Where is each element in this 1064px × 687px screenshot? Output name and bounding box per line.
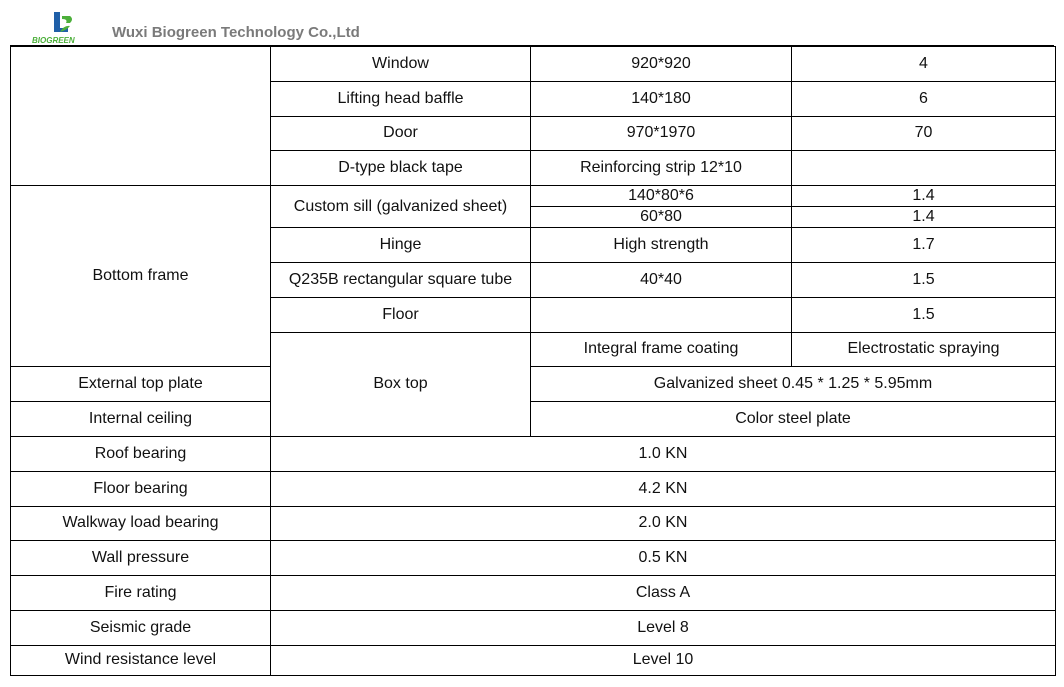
item-cell: Floor xyxy=(271,297,531,332)
rating-value: 4.2 KN xyxy=(271,471,1056,506)
box-top-label: Box top xyxy=(271,332,531,436)
table-row xyxy=(11,610,1056,645)
spec-cell: 60*80 xyxy=(531,207,792,228)
rating-label: Seismic grade xyxy=(11,610,271,645)
value-cell: Color steel plate xyxy=(531,402,1056,437)
table-row xyxy=(11,645,1056,675)
logo-text: BIOGREEN xyxy=(32,36,75,45)
item-cell: External top plate xyxy=(11,367,271,402)
rating-value: 0.5 KN xyxy=(271,541,1056,576)
bottom-frame-label: Bottom frame xyxy=(11,186,271,367)
value-cell: Electrostatic spraying xyxy=(792,332,1056,367)
item-cell: Lifting head baffle xyxy=(271,81,531,116)
value-cell: 1.7 xyxy=(792,228,1056,263)
value-cell xyxy=(792,151,1056,186)
rating-value: Level 10 xyxy=(271,645,1056,675)
rating-label: Wind resistance level xyxy=(11,645,271,675)
value-cell: 1.5 xyxy=(792,297,1056,332)
value-cell: Galvanized sheet 0.45 * 1.25 * 5.95mm xyxy=(531,367,1056,402)
table-row xyxy=(11,367,1056,402)
spec-cell: High strength xyxy=(531,228,792,263)
spec-cell xyxy=(531,297,792,332)
table-row xyxy=(11,402,1056,437)
company-name: Wuxi Biogreen Technology Co.,Ltd xyxy=(112,24,360,41)
spec-cell: 140*80*6 xyxy=(531,186,792,207)
item-cell: Hinge xyxy=(271,228,531,263)
item-cell: Q235B rectangular square tube xyxy=(271,262,531,297)
spec-cell: Reinforcing strip 12*10 xyxy=(531,151,792,186)
value-cell: 70 xyxy=(792,116,1056,151)
biogreen-logo xyxy=(30,10,94,46)
value-cell: 1.4 xyxy=(792,186,1056,207)
spec-cell: 920*920 xyxy=(531,47,792,82)
value-cell: 1.5 xyxy=(792,262,1056,297)
rating-value: Class A xyxy=(271,576,1056,611)
item-cell: D-type black tape xyxy=(271,151,531,186)
rating-value: Level 8 xyxy=(271,610,1056,645)
rating-label: Roof bearing xyxy=(11,436,271,471)
item-cell: Integral frame coating xyxy=(531,332,792,367)
spec-cell: 40*40 xyxy=(531,262,792,297)
page-header xyxy=(0,0,1064,46)
rating-label: Wall pressure xyxy=(11,541,271,576)
table-row xyxy=(11,576,1056,611)
table-row xyxy=(11,436,1056,471)
item-cell: Window xyxy=(271,47,531,82)
item-cell: Custom sill (galvanized sheet) xyxy=(271,186,531,228)
value-cell: 4 xyxy=(792,47,1056,82)
specification-table xyxy=(10,46,1056,676)
table-row xyxy=(11,47,1056,82)
rating-value: 1.0 KN xyxy=(271,436,1056,471)
table-row xyxy=(11,541,1056,576)
rating-label: Walkway load bearing xyxy=(11,506,271,541)
item-cell: Internal ceiling xyxy=(11,402,271,437)
rating-label: Floor bearing xyxy=(11,471,271,506)
spec-cell: 140*180 xyxy=(531,81,792,116)
value-cell: 1.4 xyxy=(792,207,1056,228)
value-cell: 6 xyxy=(792,81,1056,116)
rating-label: Fire rating xyxy=(11,576,271,611)
table-row xyxy=(11,471,1056,506)
spec-cell: 970*1970 xyxy=(531,116,792,151)
table-row xyxy=(11,506,1056,541)
item-cell: Door xyxy=(271,116,531,151)
rating-value: 2.0 KN xyxy=(271,506,1056,541)
blank-group-cell xyxy=(11,47,271,186)
table-row xyxy=(11,186,1056,207)
